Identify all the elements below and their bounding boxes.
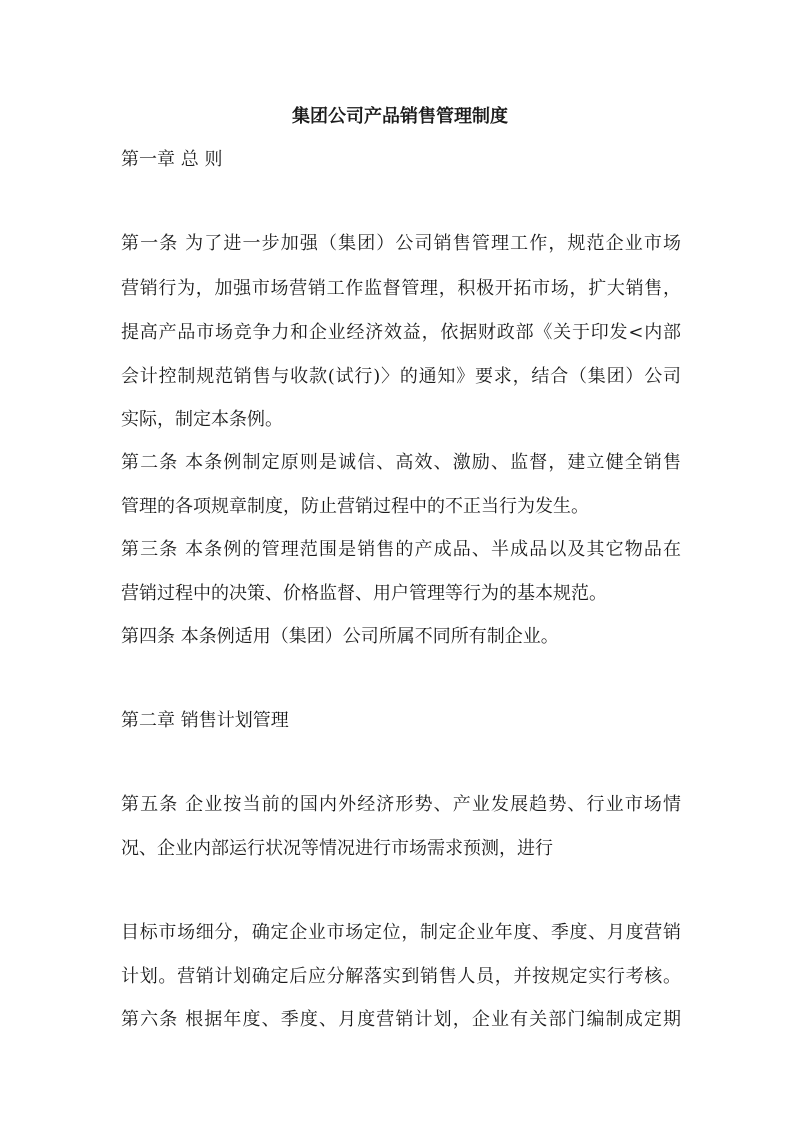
article-6-line-1: 第六条 根据年度、季度、月度营销计划，企业有关部门编制成定期 (121, 1009, 681, 1030)
article-2-line-1: 第二条 本条例制定原则是诚信、高效、激励、监督，建立健全销售 (121, 452, 681, 473)
article-1-line-3: 提高产品市场竞争力和企业经济效益，依据财政部《关于印发<内部 (121, 322, 681, 343)
article-1-line-4: 会计控制规范销售与收款(试行)〉的通知》要求，结合（集团）公司 (121, 366, 681, 387)
article-5-line-2: 况、企业内部运行状况等情况进行市场需求预测，进行 (121, 838, 553, 859)
article-1-line-1: 第一条 为了进一步加强（集团）公司销售管理工作，规范企业市场 (121, 233, 681, 254)
article-5-line-1: 第五条 企业按当前的国内外经济形势、产业发展趋势、行业市场情 (121, 794, 681, 815)
article-1-line-2: 营销行为，加强市场营销工作监督管理，积极开拓市场，扩大销售， (121, 278, 681, 299)
article-3-line-2: 营销过程中的决策、价格监督、用户管理等行为的基本规范。 (121, 583, 607, 604)
document-title: 集团公司产品销售管理制度 (292, 106, 508, 127)
article-4-line-1: 第四条 本条例适用（集团）公司所属不同所有制企业。 (121, 626, 559, 647)
article-1-line-5: 实际，制定本条例。 (121, 409, 283, 430)
chapter-2-heading: 第二章 销售计划管理 (121, 710, 289, 731)
chapter-1-heading: 第一章 总 则 (121, 149, 223, 170)
article-3-line-1: 第三条 本条例的管理范围是销售的产成品、半成品以及其它物品在 (121, 539, 681, 560)
article-5-cont-line-2: 计划。营销计划确定后应分解落实到销售人员，并按规定实行考核。 (121, 966, 681, 987)
article-5-cont-line-1: 目标市场细分，确定企业市场定位，制定企业年度、季度、月度营销 (121, 922, 681, 943)
article-2-line-2: 管理的各项规章制度，防止营销过程中的不正当行为发生。 (121, 496, 589, 517)
